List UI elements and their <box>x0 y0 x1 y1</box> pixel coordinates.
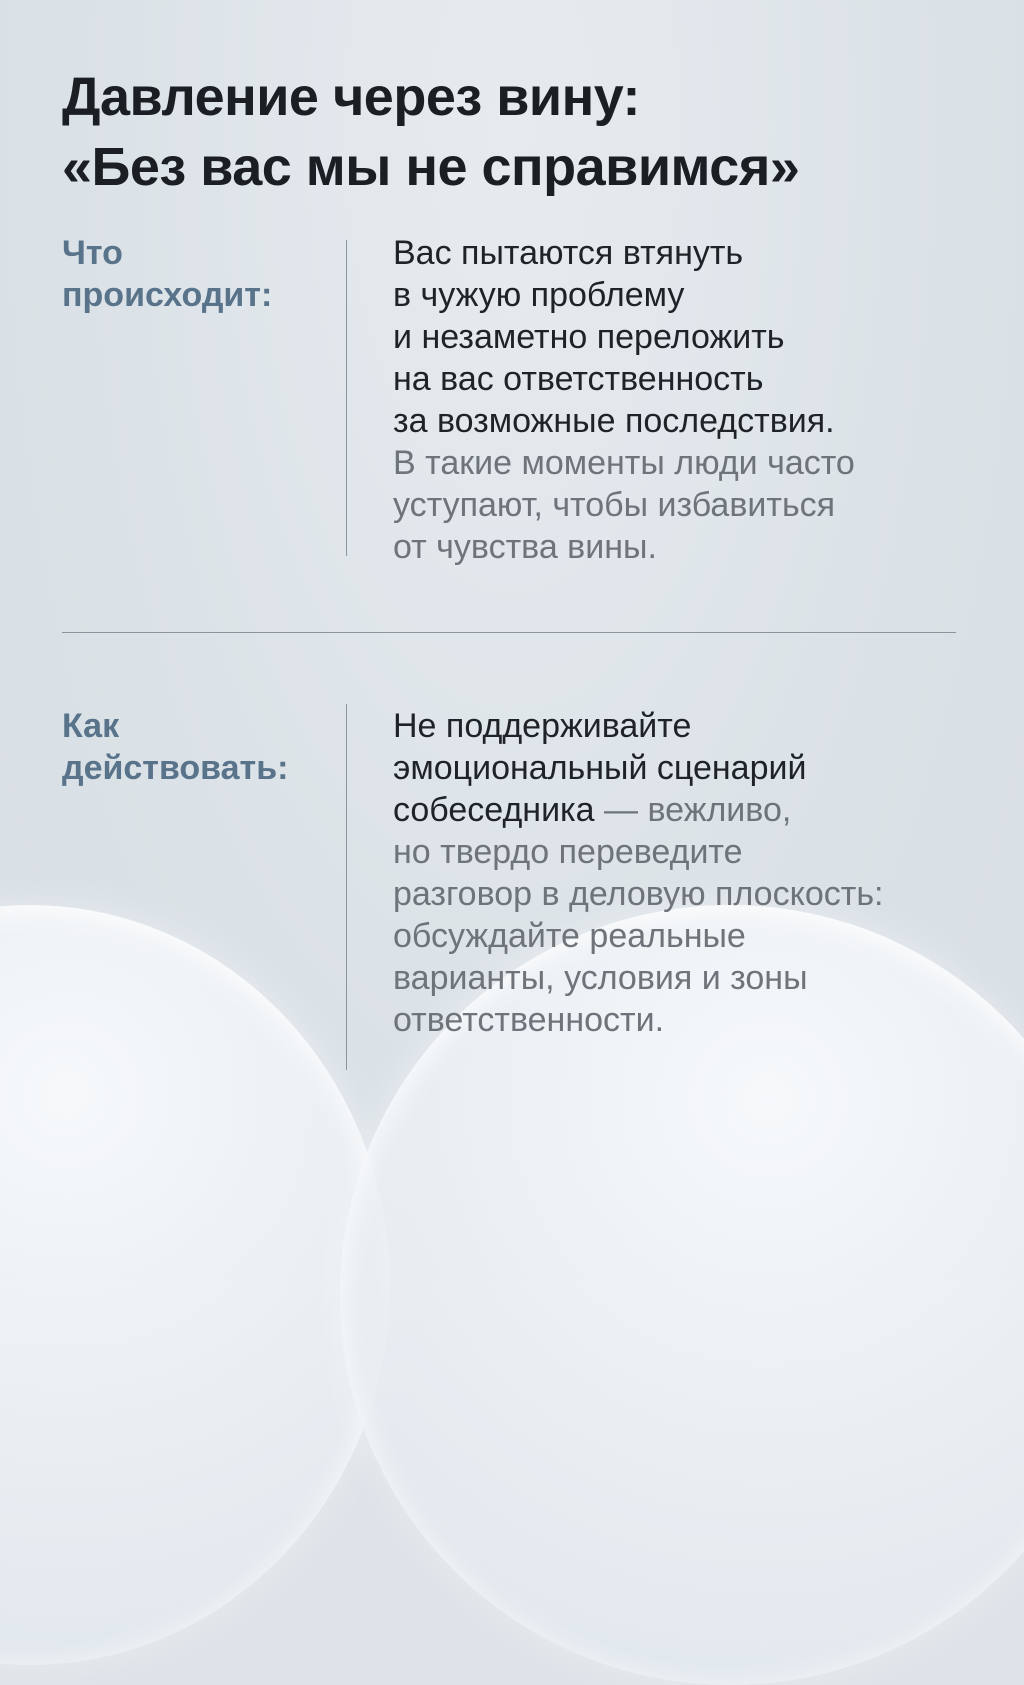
text-line: за возможные последствия. <box>393 402 835 440</box>
title-line-1: Давление через вину: <box>62 67 641 127</box>
section-how-to-act-label <box>62 705 322 789</box>
text-line: на вас ответственность <box>393 360 764 398</box>
text-line <box>393 789 1003 831</box>
text-line: в чужую проблему <box>393 276 685 314</box>
text-line <box>393 915 1003 957</box>
text-line-muted: В такие моменты люди часто <box>393 444 855 482</box>
text-muted: варианты, условия и зоны <box>393 959 808 997</box>
label-line: Что <box>62 234 123 272</box>
section-how-to-act-separator <box>346 704 347 1070</box>
text-main: эмоциональный сценарий <box>393 749 807 787</box>
text-muted: ответственности. <box>393 1001 665 1039</box>
text-line <box>393 873 1003 915</box>
section-how-to-act-text <box>393 705 1003 1041</box>
text-line: Вас пытаются втянуть <box>393 234 744 272</box>
text-main: собеседника <box>393 791 595 829</box>
text-line <box>393 747 1003 789</box>
page-title <box>62 62 962 202</box>
section-what-happens-text <box>393 232 1003 568</box>
text-line <box>393 831 1003 873</box>
text-main: Не поддерживайте <box>393 707 692 745</box>
text-line-muted: от чувства вины. <box>393 528 657 566</box>
text-muted: обсуждайте реальные <box>393 917 746 955</box>
section-what-happens-label <box>62 232 322 316</box>
text-line <box>393 999 1003 1041</box>
section-divider <box>62 632 956 633</box>
text-line <box>393 705 1003 747</box>
title-line-2: «Без вас мы не справимся» <box>62 137 800 197</box>
text-line-muted: уступают, чтобы избавиться <box>393 486 836 524</box>
label-line: происходит: <box>62 276 273 314</box>
section-what-happens-separator <box>346 240 347 556</box>
text-line <box>393 957 1003 999</box>
label-line: Как <box>62 707 120 745</box>
text-muted: но твердо переведите <box>393 833 743 871</box>
text-muted: — вежливо, <box>594 791 792 829</box>
text-line: и незаметно переложить <box>393 318 785 356</box>
label-line: действовать: <box>62 749 289 787</box>
text-muted: разговор в деловую плоскость: <box>393 875 884 913</box>
